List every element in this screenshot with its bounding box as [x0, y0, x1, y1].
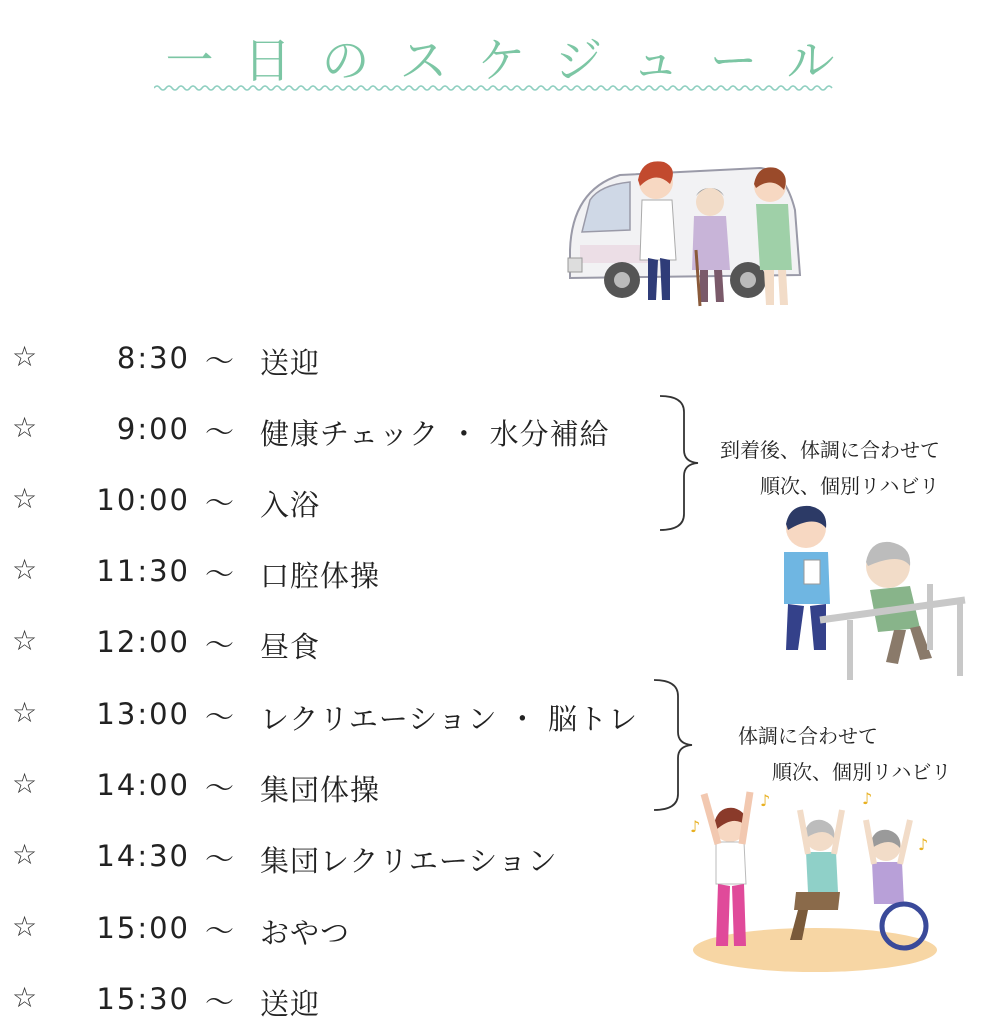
schedule-row [0, 336, 640, 380]
schedule-row [0, 692, 640, 736]
schedule-activity: おやつ [260, 916, 351, 950]
morning-note-line1: 到着後、体調に合わせて [720, 438, 940, 462]
star-icon: ☆ [12, 340, 38, 373]
morning-note-line2: 順次、個別リハビリ [760, 474, 940, 498]
svg-text:♪: ♪ [760, 791, 771, 810]
schedule-tilde: ～ [205, 415, 235, 449]
schedule-tilde: ～ [205, 914, 235, 948]
svg-text:♪: ♪ [690, 817, 701, 836]
schedule-time: 8:30 [116, 341, 190, 375]
schedule-activity: 送迎 [260, 346, 321, 380]
schedule-time: 10:00 [96, 483, 190, 517]
star-icon: ☆ [12, 981, 38, 1014]
schedule-row [0, 549, 640, 593]
schedule-row [0, 834, 640, 878]
star-icon: ☆ [12, 553, 38, 586]
walking-rehab-illustration [770, 500, 970, 690]
group-exercise-illustration [690, 780, 940, 980]
svg-text:♪: ♪ [862, 789, 873, 808]
schedule-time: 13:00 [96, 697, 190, 731]
schedule-time: 15:00 [96, 911, 190, 945]
pickup-van-illustration [560, 150, 820, 320]
star-icon: ☆ [12, 411, 38, 444]
schedule-time: 14:00 [96, 768, 190, 802]
star-icon: ☆ [12, 624, 38, 657]
schedule-activity: 集団体操 [260, 773, 381, 807]
page-title-area [150, 14, 880, 94]
schedule-tilde: ～ [205, 700, 235, 734]
page-title: 一日のスケジュール [165, 33, 865, 89]
afternoon-note-line1: 体調に合わせて [738, 724, 878, 748]
schedule-tilde: ～ [205, 771, 235, 805]
schedule-activity: 昼食 [260, 630, 321, 664]
morning-bracket [658, 394, 708, 534]
schedule-time: 14:30 [96, 839, 190, 873]
schedule-tilde: ～ [205, 486, 235, 520]
schedule-row [0, 977, 640, 1021]
schedule-row [0, 407, 640, 451]
schedule-time: 15:30 [96, 982, 190, 1016]
schedule-row [0, 478, 640, 522]
schedule-activity: 集団レクリエーション [260, 844, 558, 878]
svg-text:♪: ♪ [918, 835, 929, 854]
schedule-time: 11:30 [96, 554, 190, 588]
schedule-row [0, 906, 640, 950]
schedule-time: 12:00 [96, 625, 190, 659]
schedule-tilde: ～ [205, 985, 235, 1019]
star-icon: ☆ [12, 482, 38, 515]
schedule-row [0, 620, 640, 664]
schedule-tilde: ～ [205, 557, 235, 591]
schedule-tilde: ～ [205, 344, 235, 378]
afternoon-note-line2: 順次、個別リハビリ [772, 760, 952, 784]
star-icon: ☆ [12, 910, 38, 943]
schedule-time: 9:00 [116, 412, 190, 446]
star-icon: ☆ [12, 767, 38, 800]
star-icon: ☆ [12, 696, 38, 729]
schedule-row [0, 763, 640, 807]
schedule-tilde: ～ [205, 842, 235, 876]
schedule-activity: 口腔体操 [260, 559, 381, 593]
schedule-activity: 送迎 [260, 987, 321, 1021]
schedule-activity: 健康チェック ・ 水分補給 [260, 417, 610, 451]
schedule-activity: 入浴 [260, 488, 321, 522]
star-icon: ☆ [12, 838, 38, 871]
title-wave-underline [154, 84, 878, 92]
schedule-tilde: ～ [205, 628, 235, 662]
schedule-activity: レクリエーション ・ 脳トレ [260, 702, 639, 736]
